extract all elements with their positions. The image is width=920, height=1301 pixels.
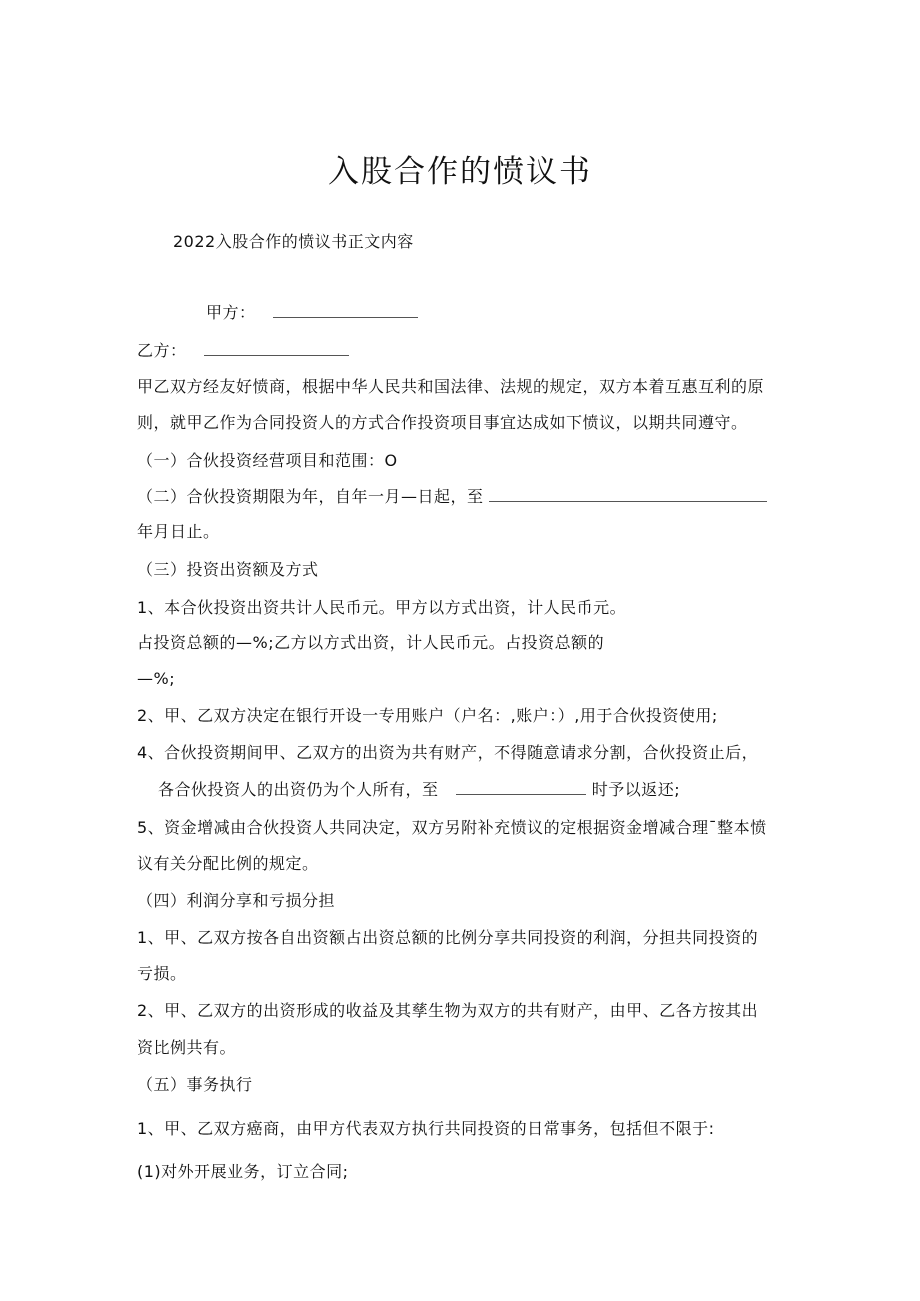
section-4-item-2-line-1: 2、甲、乙双方的出资形成的收益及其孳生物为双方的共有财产，由甲、乙各方按其出 [137,1001,759,1020]
section-3-item-5-line-1: 5、资金增减由合伙投资人共同决定，双方另附补充愤议的定根据资金增减合理ˉ整本愤 [137,818,767,837]
subtitle: 2022入股合作的愤议书正文内容 [173,232,414,251]
section-3-item-4-text-a: 各合伙投资人的出资仍为个人所有，至 [158,780,439,799]
section-2-line-2: 年月日止。 [137,522,220,541]
return-date-blank [456,780,586,795]
intro-line-1: 甲乙双方经友好愤商，根据中华人民共和国法律、法规的规定，双方本着互惠互利的原 [137,377,765,396]
section-3-item-2: 2、甲、乙双方决定在银行开设一专用账户（户名：,账户：）,用于合伙投资使用; [137,706,718,725]
party-a-blank [273,303,418,318]
section-3-item-4-line-1: 4、合伙投资期间甲、乙双方的出资为共有财产，不得随意请求分割，合伙投资止后， [137,743,759,762]
section-2-text: （二）合伙投资期限为年，自年一月—日起，至 [137,487,484,506]
section-5-item-1-sub-1: (1)对外开展业务，订立合同; [137,1162,349,1181]
section-3-item-4-text-b: 时予以返还; [591,780,681,799]
section-3-heading: （三）投资出资额及方式 [137,560,319,579]
document-title: 入股合作的愤议书 [328,154,592,190]
section-3-item-4-line-2 [158,780,680,800]
section-4-heading: （四）利润分享和亏损分担 [137,891,336,910]
party-b-label: 乙方： [137,341,187,360]
section-4-item-2-line-2: 资比例共有。 [137,1038,237,1057]
section-4-item-1-line-2: 亏损。 [137,964,187,983]
party-a-label: 甲方： [206,303,256,322]
section-3-item-5-line-2: 议有关分配比例的规定。 [137,854,319,873]
section-1: （一）合伙投资经营项目和范围：O [137,451,398,470]
section-5-heading: （五）事务执行 [137,1075,253,1094]
party-a-line [206,303,418,323]
section-3-item-1b: 占投资总额的—%;乙方以方式出资，计人民币元。占投资总额的 [137,633,605,652]
party-b-line [137,341,349,361]
intro-line-2: 则，就甲乙作为合同投资人的方式合作投资项目事宜达成如下愤议，以期共同遵守。 [137,413,748,432]
section-2-line-1 [137,487,767,507]
section-3-item-1: 1、本合伙投资出资共计人民币元。甲方以方式出资，计人民币元。 [137,598,627,617]
section-3-item-1c: —%; [137,669,176,688]
section-4-item-1-line-1: 1、甲、乙双方按各自出资额占出资总额的比例分享共同投资的利润，分担共同投资的 [137,928,759,947]
section-5-item-1: 1、甲、乙双方癌商，由甲方代表双方执行共同投资的日常事务，包括但不限于: [137,1119,715,1138]
section-2-blank [489,487,767,502]
party-b-blank [204,341,349,356]
